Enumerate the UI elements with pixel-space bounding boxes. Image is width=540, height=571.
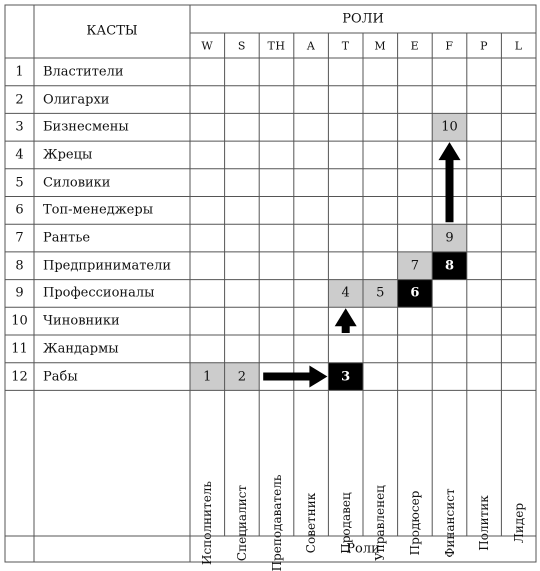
path-cell-number: 9 <box>445 230 454 246</box>
caste-number: 4 <box>15 147 24 163</box>
path-cell-number: 1 <box>203 369 212 385</box>
role-code-p: P <box>480 39 489 52</box>
caste-number: 10 <box>11 313 28 329</box>
caste-name: Рабы <box>43 369 78 385</box>
role-name: Управленец <box>373 485 388 561</box>
path-cell-number: 3 <box>341 369 351 385</box>
caste-name: Предприниматели <box>43 258 172 274</box>
roles-header: РОЛИ <box>342 11 384 27</box>
arrow-up-head <box>335 308 357 326</box>
role-name: Политик <box>477 495 492 551</box>
caste-name: Чиновники <box>43 313 120 329</box>
role-code-l: L <box>514 39 523 52</box>
caste-name: Властители <box>43 64 124 80</box>
path-cell-number: 8 <box>444 258 455 274</box>
roles-footer: Роли <box>346 541 380 557</box>
role-name: Лидер <box>511 502 526 544</box>
role-code-f: F <box>445 39 454 52</box>
role-code-s: S <box>237 39 246 52</box>
role-name: Специалист <box>234 484 249 562</box>
role-code-e: E <box>410 39 420 52</box>
path-cell-number: 10 <box>441 119 458 135</box>
castes-header: КАСТЫ <box>86 23 138 39</box>
role-name: Продавец <box>338 492 353 554</box>
role-code-w: W <box>201 39 214 52</box>
caste-name: Олигархи <box>43 92 110 108</box>
caste-name: Рантье <box>43 230 91 246</box>
caste-number: 1 <box>15 64 24 80</box>
role-code-a: A <box>306 39 316 52</box>
caste-name: Жандармы <box>43 341 119 357</box>
role-name: Продюсер <box>407 490 422 556</box>
caste-number: 2 <box>15 92 24 108</box>
role-code-th: TH <box>267 39 286 52</box>
caste-name: Силовики <box>43 175 111 191</box>
path-cell-number: 2 <box>237 369 247 385</box>
caste-number: 8 <box>15 258 24 274</box>
caste-name: Топ-менеджеры <box>43 202 154 218</box>
caste-number: 6 <box>15 202 24 218</box>
caste-number: 7 <box>15 230 24 246</box>
caste-name: Бизнесмены <box>43 119 129 135</box>
role-name: Финансист <box>442 488 457 558</box>
caste-number: 11 <box>11 341 28 357</box>
path-cell-number: 5 <box>376 285 385 301</box>
caste-number: 12 <box>11 369 28 385</box>
arrow-right-head <box>309 366 327 388</box>
path-cell-number: 7 <box>410 258 420 274</box>
role-name: Преподаватель <box>269 474 284 571</box>
caste-number: 9 <box>15 285 24 301</box>
role-code-t: T <box>341 39 350 52</box>
caste-name: Профессионалы <box>43 285 155 301</box>
path-cell-number: 4 <box>341 285 350 301</box>
role-code-m: M <box>374 39 387 52</box>
role-name: Советник <box>304 492 319 554</box>
caste-number: 5 <box>15 175 24 191</box>
path-cell-number: 6 <box>410 285 420 301</box>
arrow-up-head <box>439 142 461 160</box>
caste-number: 3 <box>15 119 24 135</box>
caste-name: Жрецы <box>43 147 93 163</box>
role-name: Исполнитель <box>200 481 215 565</box>
